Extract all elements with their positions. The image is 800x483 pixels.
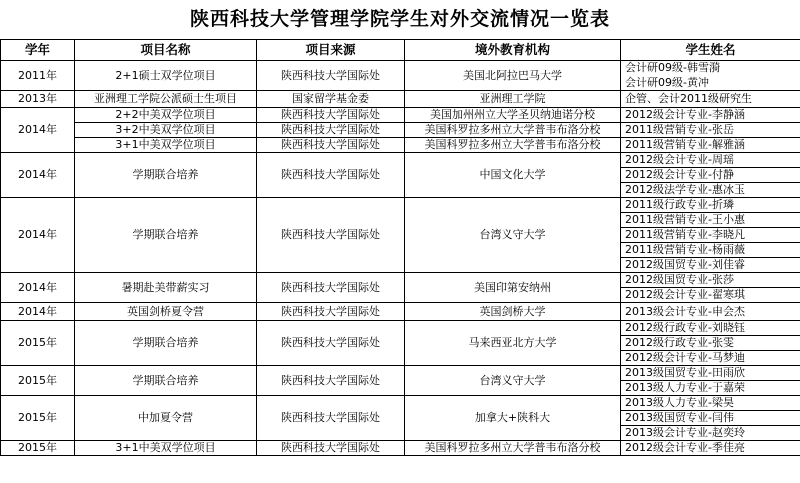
page-title: 陕西科技大学管理学院学生对外交流情况一览表 xyxy=(189,8,610,30)
cell-source: 陕西科技大学国际处 xyxy=(257,198,405,273)
table-row xyxy=(1,321,800,336)
cell-project: 3+2中美双学位项目 xyxy=(75,123,257,138)
cell-student: 2013级人力专业-于嘉荣 xyxy=(621,381,800,396)
cell-student: 2012级法学专业-惠冰玉 xyxy=(621,183,800,198)
cell-project: 亚洲理工学院公派硕士生项目 xyxy=(75,91,257,108)
cell-institution: 加拿大+陕科大 xyxy=(405,396,621,441)
cell-student: 2012级行政专业-刘晓钰 xyxy=(621,321,800,336)
table-header-row xyxy=(1,40,800,61)
table-row xyxy=(1,153,800,168)
cell-source: 陕西科技大学国际处 xyxy=(257,396,405,441)
cell-source: 陕西科技大学国际处 xyxy=(257,123,405,138)
cell-year: 2013年 xyxy=(1,91,75,108)
cell-student: 2012级会计专业-马梦迪 xyxy=(621,351,800,366)
cell-institution: 亚洲理工学院 xyxy=(405,91,621,108)
cell-student: 会计研09级-黄冲 xyxy=(621,76,800,91)
cell-project: 2+1硕士双学位项目 xyxy=(75,61,257,91)
header-students: 学生姓名 xyxy=(621,40,800,61)
cell-student: 2013级会计专业-赵奕玲 xyxy=(621,426,800,441)
cell-year: 2015年 xyxy=(1,366,75,396)
table-row xyxy=(1,91,800,108)
cell-year: 2015年 xyxy=(1,321,75,366)
cell-year: 2014年 xyxy=(1,153,75,198)
cell-student: 2011级营销专业-张岳 xyxy=(621,123,800,138)
cell-student: 2012级国贸专业-张莎 xyxy=(621,273,800,288)
cell-institution: 美国科罗拉多州立大学普韦布洛分校 xyxy=(405,441,621,456)
cell-source: 陕西科技大学国际处 xyxy=(257,303,405,321)
cell-student: 2012级国贸专业-刘佳睿 xyxy=(621,258,800,273)
cell-project: 学期联合培养 xyxy=(75,321,257,366)
cell-student: 2013级人力专业-梁昊 xyxy=(621,396,800,411)
cell-project: 暑期赴美带薪实习 xyxy=(75,273,257,303)
cell-source: 国家留学基金委 xyxy=(257,91,405,108)
cell-institution: 美国加州州立大学圣贝纳迪诺分校 xyxy=(405,108,621,123)
cell-student: 2011级营销专业-王小惠 xyxy=(621,213,800,228)
table-row xyxy=(1,396,800,411)
cell-institution: 美国科罗拉多州立大学普韦布洛分校 xyxy=(405,123,621,138)
cell-student: 2012级会计专业-付静 xyxy=(621,168,800,183)
cell-source: 陕西科技大学国际处 xyxy=(257,153,405,198)
cell-project: 学期联合培养 xyxy=(75,198,257,273)
cell-institution: 英国剑桥大学 xyxy=(405,303,621,321)
cell-project: 学期联合培养 xyxy=(75,153,257,198)
cell-institution: 美国印第安纳州 xyxy=(405,273,621,303)
cell-source: 陕西科技大学国际处 xyxy=(257,138,405,153)
cell-student: 2012级会计专业-翟寒琪 xyxy=(621,288,800,303)
cell-institution: 美国科罗拉多州立大学普韦布洛分校 xyxy=(405,138,621,153)
cell-project: 学期联合培养 xyxy=(75,366,257,396)
cell-project: 英国剑桥夏令营 xyxy=(75,303,257,321)
cell-student: 2013级国贸专业-田雨欣 xyxy=(621,366,800,381)
cell-student: 2012级行政专业-张雯 xyxy=(621,336,800,351)
cell-project: 3+1中美双学位项目 xyxy=(75,441,257,456)
table-row xyxy=(1,366,800,381)
cell-student: 2013级会计专业-申会杰 xyxy=(621,303,800,321)
cell-student: 2011级行政专业-折璘 xyxy=(621,198,800,213)
table-row xyxy=(1,303,800,321)
table-row xyxy=(1,441,800,456)
cell-year: 2015年 xyxy=(1,396,75,441)
header-institution: 境外教育机构 xyxy=(405,40,621,61)
header-year: 学年 xyxy=(1,40,75,61)
header-project: 项目名称 xyxy=(75,40,257,61)
cell-project: 中加夏令营 xyxy=(75,396,257,441)
cell-project: 2+2中美双学位项目 xyxy=(75,108,257,123)
cell-student: 会计研09级-韩雪漪 xyxy=(621,61,800,76)
table-subrow xyxy=(1,138,800,153)
exchange-table xyxy=(0,39,800,456)
table-row xyxy=(1,61,800,76)
table-row xyxy=(1,198,800,213)
cell-student: 2011级营销专业-杨雨薇 xyxy=(621,243,800,258)
cell-year: 2014年 xyxy=(1,303,75,321)
cell-institution: 台湾义守大学 xyxy=(405,366,621,396)
cell-source: 陕西科技大学国际处 xyxy=(257,321,405,366)
cell-year: 2014年 xyxy=(1,108,75,153)
cell-institution: 台湾义守大学 xyxy=(405,198,621,273)
table-row xyxy=(1,108,800,123)
cell-source: 陕西科技大学国际处 xyxy=(257,366,405,396)
header-source: 项目来源 xyxy=(257,40,405,61)
cell-source: 陕西科技大学国际处 xyxy=(257,61,405,91)
cell-institution: 美国北阿拉巴马大学 xyxy=(405,61,621,91)
cell-project: 3+1中美双学位项目 xyxy=(75,138,257,153)
table-subrow xyxy=(1,123,800,138)
table-row xyxy=(1,273,800,288)
cell-source: 陕西科技大学国际处 xyxy=(257,108,405,123)
cell-year: 2015年 xyxy=(1,441,75,456)
cell-institution: 中国文化大学 xyxy=(405,153,621,198)
cell-student: 2012级会计专业-周瑶 xyxy=(621,153,800,168)
cell-year: 2011年 xyxy=(1,61,75,91)
cell-student: 2012级会计专业-季佳亮 xyxy=(621,441,800,456)
cell-student: 2012级会计专业-李静涵 xyxy=(621,108,800,123)
cell-student: 2011级营销专业-解雅涵 xyxy=(621,138,800,153)
cell-year: 2014年 xyxy=(1,273,75,303)
cell-source: 陕西科技大学国际处 xyxy=(257,273,405,303)
cell-year: 2014年 xyxy=(1,198,75,273)
cell-source: 陕西科技大学国际处 xyxy=(257,441,405,456)
cell-institution: 马来西亚北方大学 xyxy=(405,321,621,366)
cell-student: 企管、会计2011级研究生 xyxy=(621,91,800,108)
cell-student: 2013级国贸专业-闫伟 xyxy=(621,411,800,426)
cell-student: 2011级营销专业-李晓凡 xyxy=(621,228,800,243)
